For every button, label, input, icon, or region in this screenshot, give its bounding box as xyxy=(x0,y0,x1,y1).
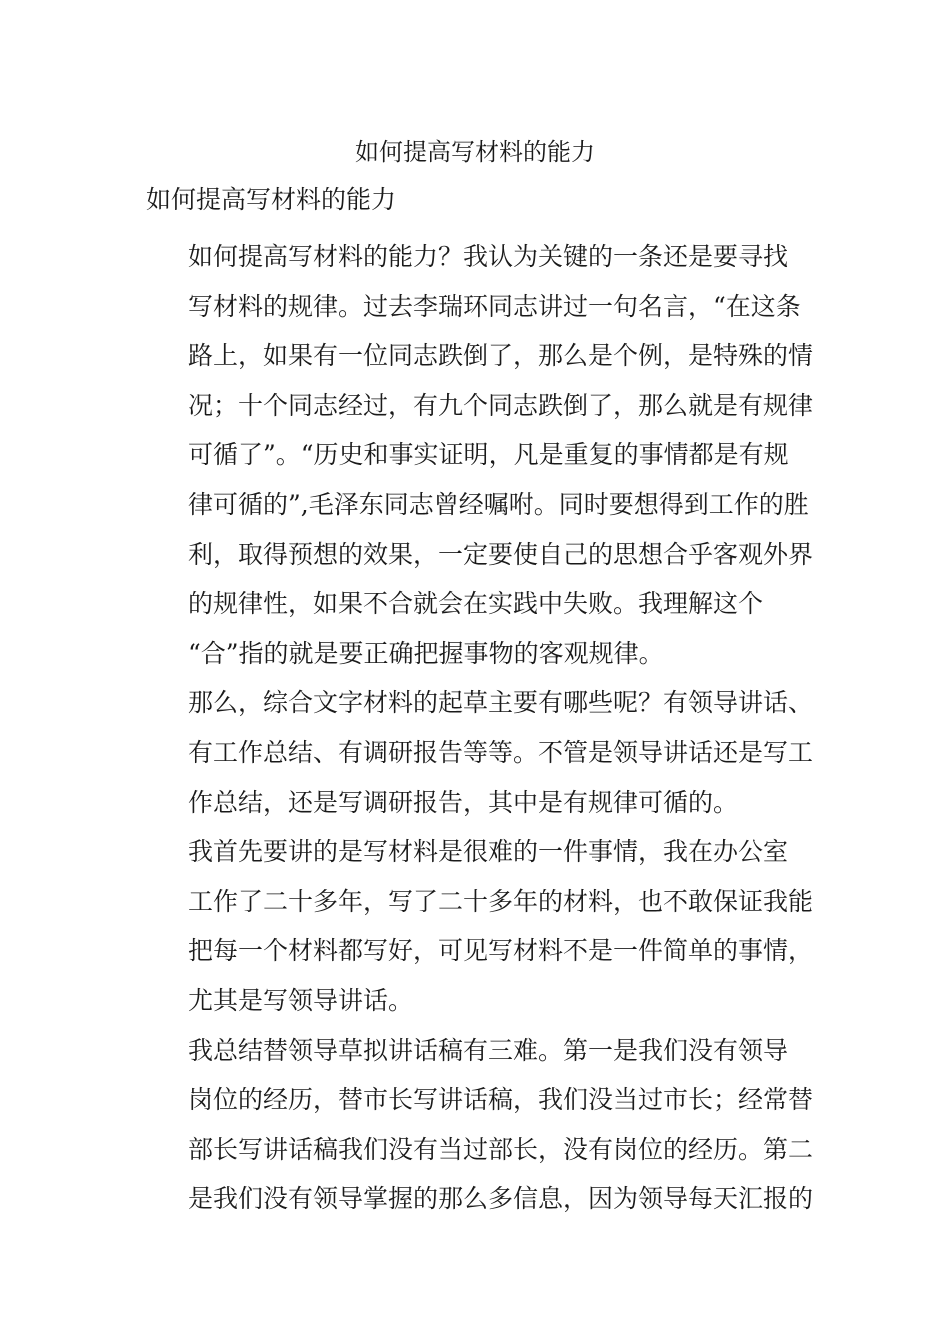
paragraph-4 xyxy=(146,1026,814,1224)
document-title: 如何提高写材料的能力 xyxy=(355,138,595,166)
paragraph-line: 工作了二十多年，写了二十多年的材料，也不敢保证我能 xyxy=(188,886,814,916)
paragraph-line: 是我们没有领导掌握的那么多信息，因为领导每天汇报的 xyxy=(188,1184,814,1214)
paragraph-1 xyxy=(146,232,814,678)
paragraph-line: 那么，综合文字材料的起草主要有哪些呢？有领导讲话、 xyxy=(188,688,814,718)
paragraph-line: 可循了”。“历史和事实证明，凡是重复的事情都是有规 xyxy=(188,440,789,470)
paragraph-line: 岗位的经历，替市长写讲话稿，我们没当过市长；经常替 xyxy=(188,1085,814,1115)
paragraph-line: 我首先要讲的是写材料是很难的一件事情，我在办公室 xyxy=(188,837,789,867)
paragraph-line: 况；十个同志经过，有九个同志跌倒了，那么就是有规律 xyxy=(188,390,814,420)
paragraph-line: 的规律性，如果不合就会在实践中失败。我理解这个 xyxy=(188,589,764,619)
paragraph-line: 有工作总结、有调研报告等等。不管是领导讲话还是写工 xyxy=(188,737,814,767)
document-body xyxy=(146,232,814,1224)
paragraph-line: 路上，如果有一位同志跌倒了，那么是个例，是特殊的情 xyxy=(188,341,814,371)
paragraph-line: 如何提高写材料的能力？我认为关键的一条还是要寻找 xyxy=(188,242,789,271)
paragraph-line: 把每一个材料都写好，可见写材料不是一件简单的事情， xyxy=(188,936,814,966)
paragraph-line: 尤其是写领导讲话。 xyxy=(188,985,414,1015)
paragraph-line: 作总结，还是写调研报告，其中是有规律可循的。 xyxy=(188,787,739,817)
document-subtitle: 如何提高写材料的能力 xyxy=(146,185,397,214)
paragraph-line: 部长写讲话稿我们没有当过部长，没有岗位的经历。第二 xyxy=(188,1134,814,1164)
paragraph-line: 写材料的规律。过去李瑞环同志讲过一句名言，“在这条 xyxy=(188,291,801,321)
paragraph-line: “合”指的就是要正确把握事物的客观规律。 xyxy=(188,638,664,668)
paragraph-line: 我总结替领导草拟讲话稿有三难。第一是我们没有领导 xyxy=(188,1035,789,1065)
paragraph-line: 律可循的”,毛泽东同志曾经嘱咐。同时要想得到工作的胜 xyxy=(188,489,809,519)
paragraph-3 xyxy=(146,827,814,1025)
paragraph-line: 利，取得预想的效果，一定要使自己的思想合乎客观外界 xyxy=(188,539,814,569)
paragraph-2 xyxy=(146,678,814,827)
